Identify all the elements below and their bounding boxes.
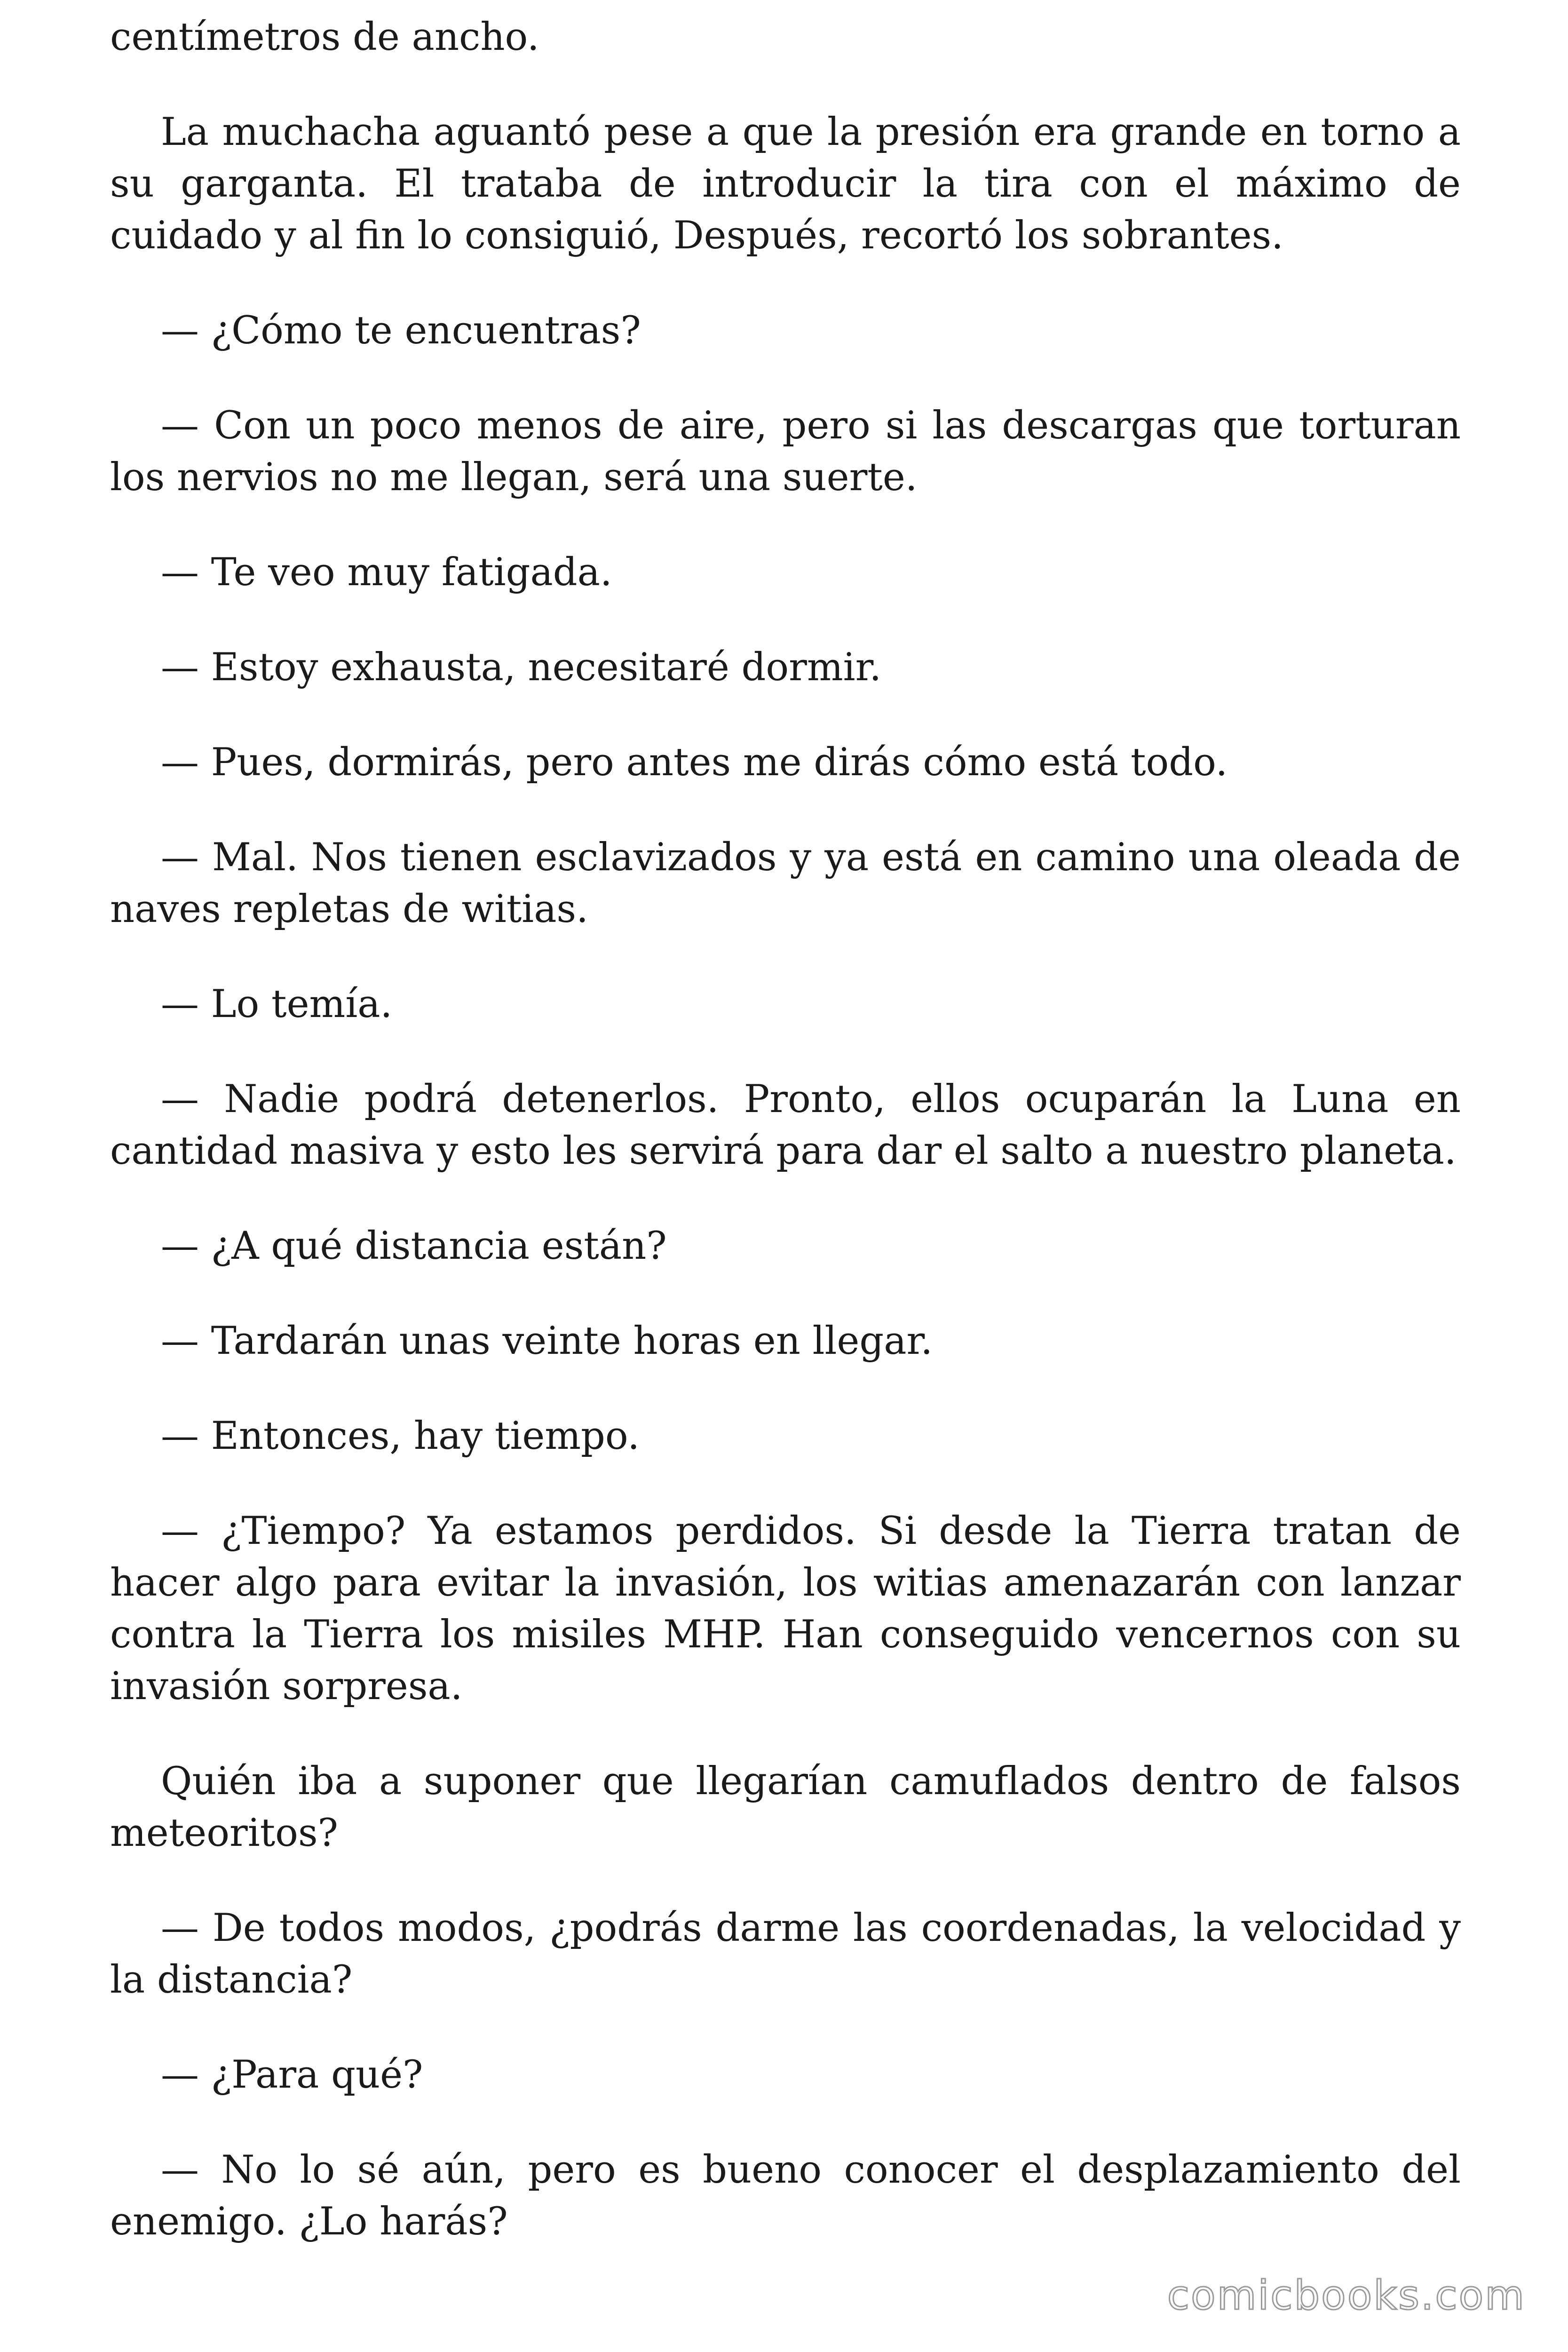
dialogue-line: — Pues, dormirás, pero antes me dirás cómo está todo. — [161, 740, 1228, 785]
site-watermark: comicbooks.com — [1167, 2272, 1526, 2319]
dialogue-line: — Mal. Nos tienen esclavizados y ya está en camino una oleada de naves repletas de witias. — [110, 835, 1461, 931]
dialogue-line: — ¿Tiempo? Ya estamos perdidos. Si desde la Tierra tratan de hacer algo para evitar la invasión, los witias amenazarán con lanzar contra la Tierra los misiles MHP. Han conseguido vencernos con su invasión sorpresa. — [110, 1509, 1461, 1708]
dialogue-line: — ¿A qué distancia están? — [161, 1224, 667, 1268]
dialogue-line: — Te veo muy fatigada. — [161, 550, 612, 595]
dialogue-line: — Lo temía. — [161, 982, 393, 1026]
paragraph: La muchacha aguantó pese a que la presión era grande en torno a su garganta. El trataba de introducir la tira con el máximo de cuidado y al fin lo consiguió, Después, recortó los sobrantes. — [110, 110, 1461, 258]
book-page-text — [110, 11, 1461, 2291]
dialogue-line: — Con un poco menos de aire, pero si las descargas que torturan los nervios no me llegan, será una suerte. — [110, 404, 1461, 500]
paragraph: centímetros de ancho. — [110, 15, 539, 59]
dialogue-line: — De todos modos, ¿podrás darme las coordenadas, la velocidad y la distancia? — [110, 1906, 1461, 2002]
dialogue-line: — Nadie podrá detenerlos. Pronto, ellos ocuparán la Luna en cantidad masiva y esto les servirá para dar el salto a nuestro planeta. — [110, 1077, 1461, 1173]
dialogue-line: — Estoy exhausta, necesitaré dormir. — [161, 645, 882, 690]
dialogue-line: — Tardarán unas veinte horas en llegar. — [161, 1319, 933, 1363]
dialogue-line: — ¿Para qué? — [161, 2053, 423, 2097]
paragraph: Quién iba a suponer que llegarían camuflados dentro de falsos meteoritos? — [110, 1759, 1461, 1855]
dialogue-line: — ¿Cómo te encuentras? — [161, 309, 641, 353]
dialogue-line: — No lo sé aún, pero es bueno conocer el desplazamiento del enemigo. ¿Lo harás? — [110, 2148, 1461, 2244]
dialogue-line: — Entonces, hay tiempo. — [161, 1414, 640, 1458]
